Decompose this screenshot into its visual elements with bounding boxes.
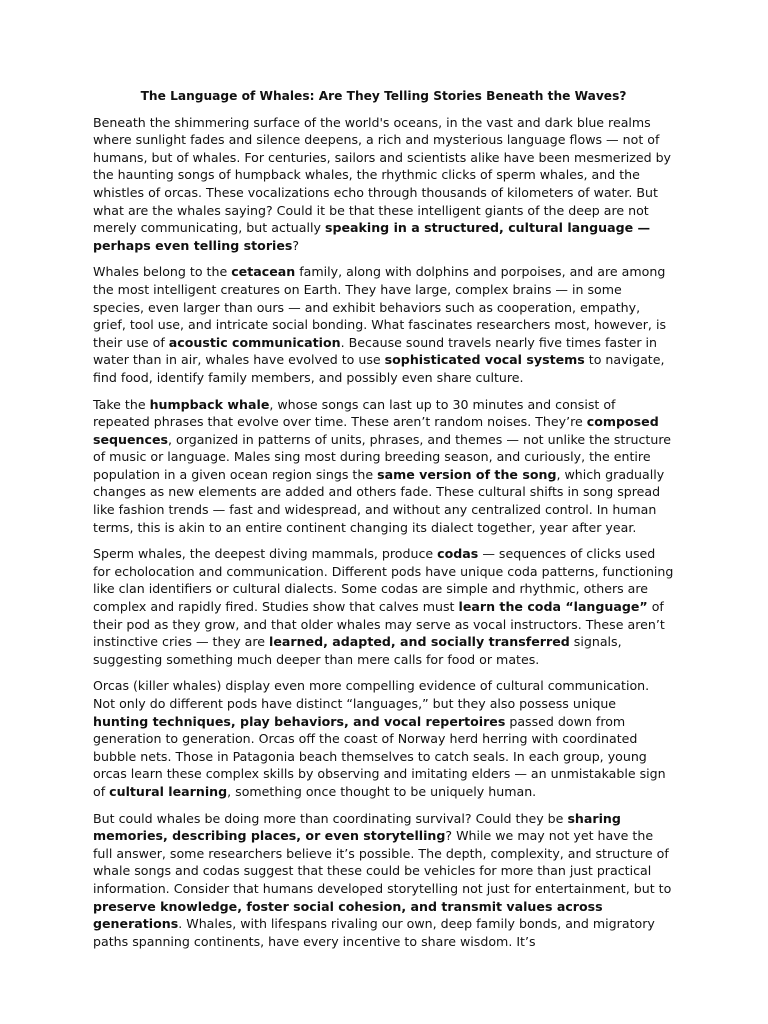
text-run: — sequences of clicks used for echolocation and communication. Different pods have unique coda patterns, functioning like clan identifiers or cultural dialects. Some codas are simple and rhythmic, others are complex and rapidly fired. Studies show that calves must bbox=[93, 546, 674, 615]
paragraph bbox=[93, 263, 674, 386]
paragraph bbox=[93, 545, 674, 668]
document-title: The Language of Whales: Are They Telling Stories Beneath the Waves? bbox=[140, 89, 627, 103]
text-run: Sperm whales, the deepest diving mammals, produce bbox=[93, 546, 438, 562]
bold-text: same version of the song bbox=[377, 466, 557, 482]
text-run: of their pod as they grow, and that older whales may serve as vocal instructors. These aren’t instinctive cries — they are bbox=[93, 599, 665, 650]
paragraph bbox=[93, 114, 674, 255]
bold-text: preserve knowledge, foster social cohesion, and transmit values across generations bbox=[93, 898, 603, 932]
text-run: Take the bbox=[93, 396, 150, 412]
text-run: Orcas (killer whales) display even more compelling evidence of cultural communication. Not only do different pods have distinct “languages,” but they also possess unique bbox=[93, 678, 650, 711]
text-run: signals, suggesting something much deeper than mere calls for food or mates. bbox=[93, 634, 622, 667]
bold-text: cetacean bbox=[231, 264, 296, 280]
text-run: ? While we may not yet have the full answer, some researchers believe it’s possible. The depth, complexity, and structure of whale songs and codas suggest that these could be vehicles for more than just practical information. Consider that humans developed storytelling not just for entertainment, but to bbox=[93, 828, 672, 896]
bold-text: composed sequences bbox=[93, 414, 659, 447]
text-run: , organized in patterns of units, phrases, and themes — not unlike the structure of music or language. Males sing most during breeding season, and curiously, the entire population in a given ocean region sings the bbox=[93, 431, 671, 482]
paragraph bbox=[93, 677, 674, 800]
bold-text: cultural learning bbox=[109, 783, 228, 799]
bold-text: humpback whale bbox=[149, 396, 270, 412]
bold-text: hunting techniques, play behaviors, and vocal repertoires bbox=[93, 713, 506, 729]
bold-text: speaking in a structured, cultural language — perhaps even telling stories bbox=[93, 220, 651, 253]
text-run: But could whales be doing more than coordinating survival? Could they be bbox=[93, 810, 568, 826]
paragraph bbox=[93, 396, 674, 537]
text-run: family, along with dolphins and porpoises, and are among the most intelligent creatures on Earth. They have large, complex brains — in some species, even larger than ours — and exhibit behaviors such as cooperation, empathy, grief, tool use, and intricate social bonding. What fascinates researchers most, however, is their use of bbox=[93, 264, 667, 350]
text-run: , whose songs can last up to 30 minutes and consist of repeated phrases that evolve over time. These aren’t random noises. They’re bbox=[93, 396, 616, 430]
text-run: . Whales, with lifespans rivaling our own, deep family bonds, and migratory paths spanning continents, have every incentive to share wisdom. It’s bbox=[93, 916, 655, 949]
text-run: , which gradually changes as new elements are added and others fade. These cultural shifts in song spread like fashion trends — fast and widespread, and without any centralized control. In human terms, this is akin to an entire continent changing its dialect together, year after year. bbox=[93, 466, 665, 535]
bold-text: sophisticated vocal systems bbox=[384, 352, 585, 368]
bold-text: learn the coda “language” bbox=[458, 599, 648, 615]
document-body bbox=[93, 114, 674, 951]
text-run: Beneath the shimmering surface of the world's oceans, in the vast and dark blue realms where sunlight fades and silence deepens, a rich and mysterious language flows — not of humans, but of whales. For centuries, sailors and scientists alike have been mesmerized by the haunting songs of humpback whales, the rhythmic clicks of sperm whales, and the whistles of orcas. These vocalizations echo through thousands of kilometers of water. But what are the whales saying? Could it be that these intelligent giants of the deep are not merely communicating, but actually bbox=[93, 114, 672, 236]
bold-text: sharing memories, describing places, or even storytelling bbox=[93, 810, 621, 844]
paragraph bbox=[93, 810, 674, 951]
text-run: , something once thought to be uniquely human. bbox=[227, 783, 537, 799]
bold-text: learned, adapted, and socially transferred bbox=[269, 634, 570, 650]
text-run: to navigate, find food, identify family members, and possibly even share culture. bbox=[93, 352, 665, 385]
text-run: ? bbox=[292, 237, 300, 253]
text-run: passed down from generation to generation. Orcas off the coast of Norway herd herring with coordinated bubble nets. Those in Patagonia beach themselves to catch seals. In each group, young orcas learn these complex skills by observing and imitating elders — an unmistakable sign of bbox=[93, 713, 666, 799]
text-run: . Because sound travels nearly five times faster in water than in air, whales have evolved to use bbox=[93, 334, 658, 368]
text-run: Whales belong to the bbox=[93, 264, 232, 280]
bold-text: codas bbox=[437, 546, 479, 562]
bold-text: acoustic communication bbox=[168, 334, 341, 350]
